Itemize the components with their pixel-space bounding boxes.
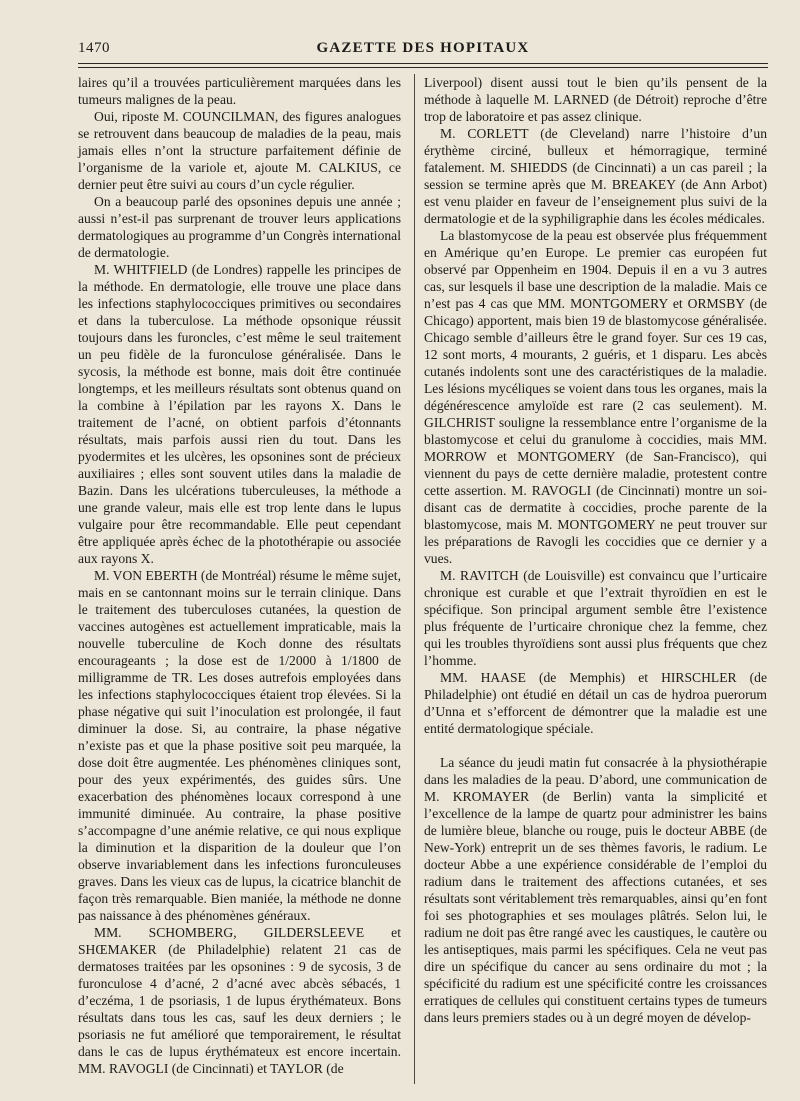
paragraph: M. WHITFIELD (de Londres) rappelle les principes de la méthode. En dermatologie, elle trouve une place dans les infections staphylococciques primitives ou secondaires et dans la tuberculose. La méthode opsonique réussit toujours dans les furoncles, c’est même le seul traitement un peu fidèle de la furonculose généralisée. Dans le sycosis, la méthode est bonne, mais doit être continuée longtemps, et les meilleurs résultats sont obtenus quand on la combine à l’épilation par les rayons X. Dans le traitement de l’acné, on obtient parfois d’étonnants résultats, mais parfois aussi rien du tout. Dans les pyodermites et les ulcères, les opsonines sont de précieux auxiliaires ; elles sont souvent utiles dans la maladie de Bazin. Dans les ulcérations tuberculeuses, la méthode a une grande valeur, mais elle est trop lente dans le lupus vulgaire pour être recommandable. Elle peut cependant être appliquée après échec de la photothérapie ou associée aux rayons X. <box>78 262 401 566</box>
paragraph: On a beaucoup parlé des opsonines depuis une année ; aussi n’est-il pas surprenant de trouver leurs applications dermatologiques au programme d’un Congrès international de dermatologie. <box>78 194 401 260</box>
paragraph: Oui, riposte M. COUNCILMAN, des figures analogues se retrouvent dans beaucoup de maladies de la peau, mais jamais elles n’ont la structure parfaitement définie de l’organisme de la variole et, ajoute M. CALKIUS, ce dernier peut être suivi au cours d’un cycle régulier. <box>78 109 401 192</box>
paragraph: laires qu’il a trouvées particulièrement marquées dans les tumeurs malignes de la peau. <box>78 75 401 107</box>
column-divider <box>414 74 415 1084</box>
paragraph: M. CORLETT (de Cleveland) narre l’histoire d’un érythème circiné, bulleux et hémorragique, terminé fatalement. M. SHIEDDS (de Cincinnati) a un cas pareil ; la session se termine après que M. BREAKEY (de Ann Arbot) est venu plaider en faveur de l’enseignement plus suivi de la dermatologie et de la syphiligraphie dans les écoles médicales. <box>424 126 767 226</box>
paragraph: MM. HAASE (de Memphis) et HIRSCHLER (de Philadelphie) ont étudié en détail un cas de hydroa puerorum d’Unna et s’efforcent de démontrer que la maladie est une entité dermatologique spéciale. <box>424 670 767 736</box>
left-column <box>78 74 401 1077</box>
paragraph: MM. SCHOMBERG, GILDERSLEEVE et SHŒMAKER (de Philadelphie) relatent 21 cas de dermatoses traitées par les opsonines : 9 de sycosis, 3 de furonculose 4 d’acné, 2 d’acné avec abcès sébacés, 1 d’eczéma, 1 de psoriasis, 1 de lupus érythémateux. Bons résultats dans tous les cas, sauf les deux derniers ; le psoriasis ne fut amélioré que temporairement, le résultat dans le cas de lupus érythémateux est encore incertain. MM. RAVOGLI (de Cincinnati) et TAYLOR (de <box>78 925 401 1076</box>
page-number: 1470 <box>78 40 110 56</box>
header-rule-thick <box>78 63 768 64</box>
right-column <box>424 74 767 1026</box>
paragraph: La blastomycose de la peau est observée plus fréquemment en Amérique qu’en Europe. Le premier cas européen fut observé par Oppenheim en 1904. Depuis il en a vu 3 autres cas, sur lesquels il base une description de la maladie. Mais ce n’est pas 4 cas que MM. MONTGOMERY et ORMSBY (de Chicago) apportent, mais bien 19 de blastomycose généralisée. Chicago semble d’ailleurs être le grand foyer. Sur ces 19 cas, 12 sont morts, 4 mourants, 2 guéris, et 1 disparu. Les abcès cutanés indolents sont une des caractéristiques de la maladie. Les lésions mycéliques se voient dans tous les organes, mais la dégénérescence amyloïde est rare (2 cas seulement). M. GILCHRIST souligne la ressemblance entre l’organisme de la blastomycose et celui du granulome à coccidies, mais MM. MORROW et MONTGOMERY (de San-Francisco), qui viennent du pays de cette dernière maladie, protestent contre cette assertion. M. RAVOGLI (de Cincinnati) montre un soi-disant cas de dermatite à coccidies, proche parente de la blastomycose, mais M. MONTGOMERY ne peut trouver sur les préparations de Ravogli les coccidies que ce dernier y a vues. <box>424 228 767 566</box>
header-rule-thin <box>78 67 768 68</box>
paragraph: M. RAVITCH (de Louisville) est convaincu que l’urticaire chronique est curable et que l’extrait thyroïdien en est le spécifique. Son principal argument semble être l’existence plus fréquente de l’urticaire chronique chez la femme, chez qui les troubles thyroïdiens sont aussi plus fréquents que chez l’homme. <box>424 568 767 668</box>
page-header <box>78 40 768 64</box>
journal-title: GAZETTE DES HOPITAUX <box>316 40 530 56</box>
paragraph: Liverpool) disent aussi tout le bien qu’ils pensent de la méthode à laquelle M. LARNED (de Détroit) reproche d’être trop de laboratoire et pas assez clinique. <box>424 75 767 124</box>
paragraph: La séance du jeudi matin fut consacrée à la physiothérapie dans les maladies de la peau. D’abord, une communication de M. KROMAYER (de Berlin) vanta la simplicité et l’excellence de la lampe de quartz pour administrer les bains de lumière bleue, blanche ou rouge, puis le docteur ABBE (de New-York) entreprit un de ses thèmes favoris, le radium. Le docteur Abbe a une expérience considérable de l’emploi du radium dans le traitement des affections cutanées, et ses résultats sont véritablement très remarquables, ainsi qu’en font foi ses photographies et ses moulages plâtrés. Selon lui, le radium ne doit pas être rangé avec les caustiques, le cautère ou les antiseptiques, mais parmi les spécifiques. Cela ne veut pas dire un spécifique du cancer au sens ordinaire du mot ; la spécificité du radium est une spécificité contre les croissances erratiques de cellules qui constituent certains types de tumeurs dans leurs premiers stades ou à un degré moyen de dévelop- <box>424 755 767 1025</box>
paragraph: M. VON EBERTH (de Montréal) résume le même sujet, mais en se cantonnant moins sur le terrain clinique. Dans le traitement des tuberculoses cutanées, la question de vaccines autogènes est actuellement impraticable, mais la nouvelle tuberculine de Koch donne des résultats encourageants ; la dose est de 1/2000 à 1/1800 de milligramme de TR. Les doses autrefois employées dans les infections staphylococciques étaient trop élevées. Si la phase négative qui suit l’inoculation est prolongée, il faut diminuer la dose. Si, au contraire, la phase négative n’existe pas et que la phase positive soit peu marquée, la dose doit être augmentée. Les phénomènes cliniques sont, pour des yeux expérimentés, des guides sûrs. Une exacerbation des phénomènes locaux correspond à une immunité diminuée. Au contraire, la phase positive s’accompagne d’une anémie relative, ce qui nous explique la diminution et la disparition de la douleur que l’on observe invariablement dans les infections furonculeuses graves. Dans les vieux cas de lupus, la cicatrice blanchit de façon très remarquable. Bien maniée, la méthode ne donne pas naissance à des phénomènes généraux. <box>78 568 401 923</box>
